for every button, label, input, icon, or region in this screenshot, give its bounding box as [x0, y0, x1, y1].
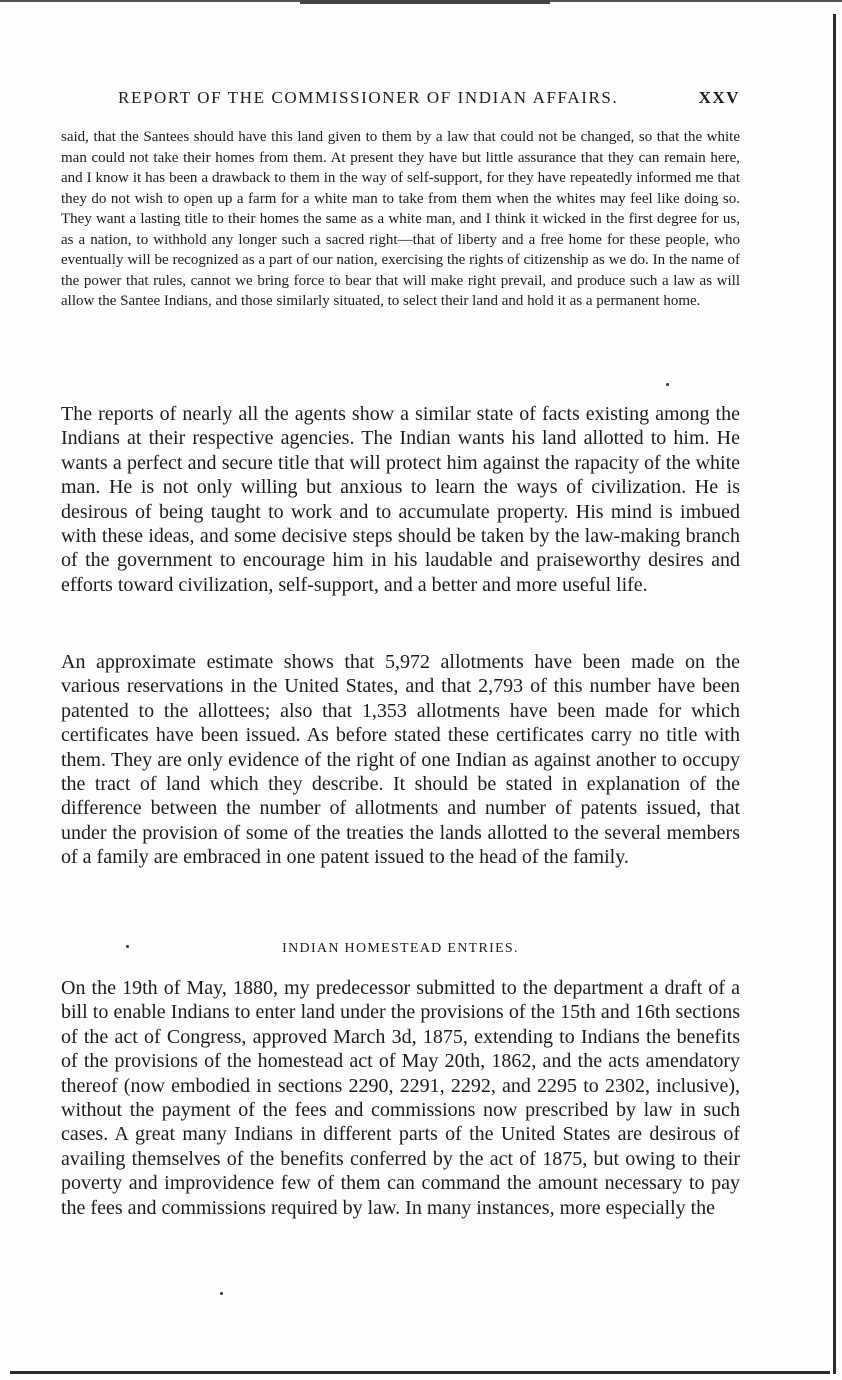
scan-speck	[666, 383, 669, 386]
paragraph-homestead-entries: On the 19th of May, 1880, my predecessor submitted to the department a draft of a bill to enable Indians to enter land under the provisions of the 15th and 16th sections of the act of Congress, approved March 3d, 1875, extending to Indians the benefits of the provisions of the homestead act of May 20th, 1862, and the acts amendatory thereof (now embodied in sections 2290, 2291, 2292, and 2295 to 2302, inclusive), without the payment of the fees and commissions now prescribed by law in such cases. A great many Indians in different parts of the United States are desirous of availing themselves of the benefits conferred by the act of 1875, but owing to their poverty and improvidence few of them can command the amount necessary to pay the fees and commissions required by law. In many instances, more especially the	[61, 977, 740, 1219]
running-title: REPORT OF THE COMMISSIONER OF INDIAN AFFAIRS.	[118, 88, 619, 107]
paragraph-agents-reports: The reports of nearly all the agents show a similar state of facts existing among the Indians at their respective agencies. The Indian wants his land allotted to him. He wants a perfect and secure title that will protect him against the rapacity of the white man. He is not only willing but anxious to learn the ways of civilization. He is desirous of being taught to work and to accumulate property. His mind is imbued with these ideas, and some decisive steps should be taken by the law-making branch of the government to encourage him in his laudable and praiseworthy desires and efforts toward civilization, self-support, and a better and more useful life.	[61, 403, 740, 596]
quoted-passage: said, that the Santees should have this land given to them by a law that could not be changed, so that the white man could not take their homes from them. At present they have but little assurance that they can remain here, and I know it has been a drawback to them in the way of self-support, for they have repeatedly informed me that they do not wish to open up a farm for a white man to take from them when the whites may feel like doing so. They want a lasting title to their homes the same as a white man, and I think it wicked in the first degree for us, as a nation, to withhold any longer such a sacred right—that of liberty and a free home for these people, who eventually will be recognized as a part of our nation, exercising the rights of citizenship as we do. In the name of the power that rules, cannot we bring force to bear that will make right prevail, and produce such a law as will allow the Santee Indians, and those similarly situated, to select their land and hold it as a permanent home.	[61, 129, 740, 309]
scan-edge-top-mark	[300, 0, 550, 4]
paragraph-allotment-estimate: An approximate estimate shows that 5,972 allotments have been made on the various reservations in the United States, and that 2,793 of this number have been patented to the allottees; also that 1,353 allotments have been made for which certificates have been issued. As before stated these certificates carry no title with them. They are only evidence of the right of one Indian as against another to occupy the tract of land which they describe. It should be stated in explanation of the difference between the number of allotments and number of patents issued, that under the provision of some of the treaties the lands allotted to the several members of a family are embraced in one patent issued to the head of the family.	[61, 651, 740, 869]
scan-edge-right	[833, 14, 836, 1374]
scan-edge-bottom	[10, 1371, 830, 1374]
page-number: XXV	[698, 88, 740, 107]
running-head	[60, 88, 740, 112]
section-heading: INDIAN HOMESTEAD ENTRIES.	[282, 941, 519, 956]
scan-speck	[126, 945, 129, 948]
scan-speck	[220, 1292, 223, 1295]
